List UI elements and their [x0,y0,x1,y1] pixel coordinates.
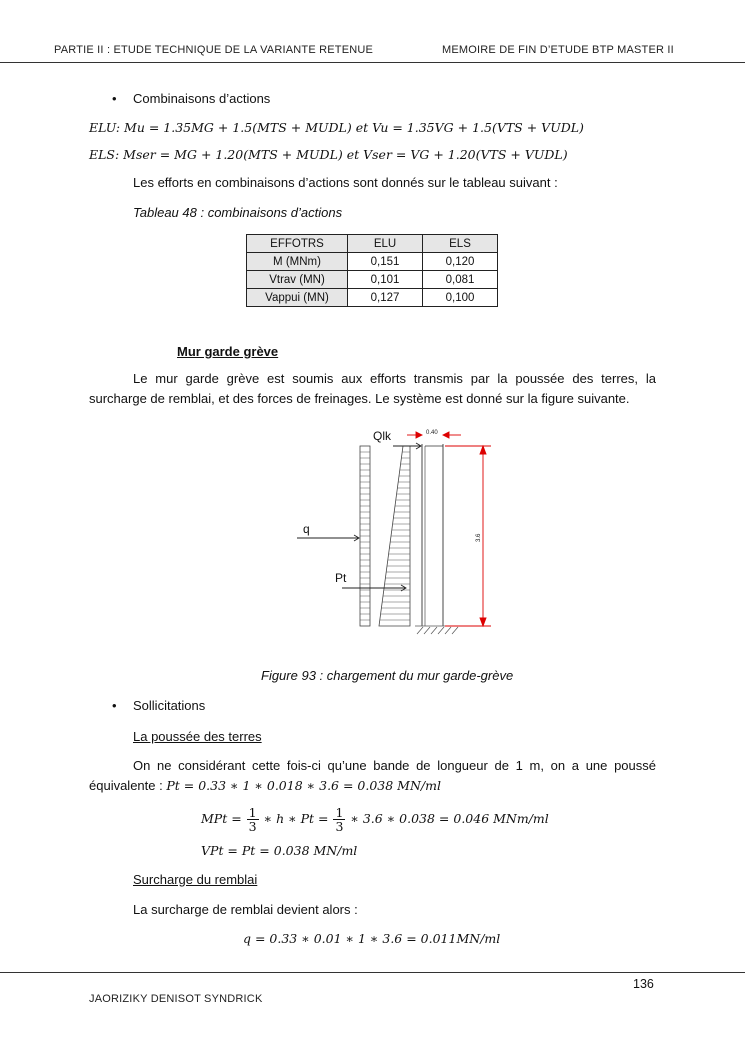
footer-divider [0,972,745,973]
sollicitations-title: Sollicitations [133,698,206,713]
surcharge-load-diagram [360,446,370,626]
ground-support [415,626,460,634]
table-header-cell: ELU [348,235,423,253]
table-header-cell: EFFOTRS [247,235,348,253]
pt-formula: Pt = 0.33 ∗ 1 ∗ 0.018 ∗ 3.6 = 0.038 MN/ml [166,778,441,793]
header-right: MEMOIRE DE FIN D’ETUDE BTP MASTER II [442,44,674,56]
fraction [333,806,345,833]
bullet-icon: • [112,698,117,713]
table-row [247,289,498,307]
table-header-cell: ELS [423,235,498,253]
figure-caption: Figure 93 : chargement du mur garde-grève [261,668,514,683]
height-dimension [445,446,491,626]
header-left: PARTIE II : ETUDE TECHNIQUE DE LA VARIANTE RETENUE [54,44,374,56]
table-cell: 0,120 [423,253,498,271]
surcharge-paragraph: La surcharge de remblai devient alors : [133,902,358,917]
table-cell: Vtrav (MN) [247,271,348,289]
els-formula: ELS: Mser = MG + 1.20(MTS + MUDL) et Vser = VG + 1.20(VTS + VUDL) [89,147,568,162]
wall-outline [422,444,443,626]
label-pt: Pt [335,571,347,585]
header-divider [0,62,745,63]
table-cell: M (MNm) [247,253,348,271]
fraction-numerator: 1 [335,805,344,820]
mur-garde-greve-title: Mur garde grève [177,344,279,359]
poussee-terres-title: La poussée des terres [133,729,262,744]
table-row [247,271,498,289]
dim-height-label: 3.6 [476,533,482,542]
page-number: 136 [633,977,654,991]
mpt-mid: ∗ h ∗ Pt = [263,811,329,826]
earth-pressure-diagram [379,446,410,626]
fraction-numerator: 1 [248,805,257,820]
table-cell: 0,081 [423,271,498,289]
poussee-paragraph [89,756,656,796]
dim-top-label: 0.40 [426,430,438,436]
table-cell: Vappui (MN) [247,289,348,307]
bullet-icon: • [112,91,117,106]
qlk-arrow [393,443,421,449]
combinaisons-title: Combinaisons d’actions [133,91,271,106]
table-cell: 0,101 [348,271,423,289]
fraction-denominator: 3 [335,819,344,834]
mpt-left: MPt = [201,811,242,826]
mpt-right: ∗ 3.6 ∗ 0.038 = 0.046 MNm/ml [350,811,549,826]
table-caption: Tableau 48 : combinaisons d’actions [133,205,343,220]
efforts-table [246,234,498,307]
label-q: q [303,522,310,536]
elu-formula: ELU: Mu = 1.35MG + 1.5(MTS + MUDL) et Vu = 1.35VG + 1.5(VTS + VUDL) [89,120,584,135]
fraction [247,806,259,833]
mur-garde-greve-figure [285,424,505,636]
vpt-formula: VPt = Pt = 0.038 MN/ml [201,843,358,858]
table-header-row [247,235,498,253]
table-row [247,253,498,271]
surcharge-remblai-title: Surcharge du remblai [133,872,258,887]
mur-paragraph-text: Le mur garde grève est soumis aux efforts transmis par la poussée des terres, la surcharge de remblai, et des forces de freinages. Le système est donné sur la figure suivante. [89,371,656,406]
poussee-paragraph-text: On ne considérant cette fois-ci qu’une bande de longueur de 1 m, on a une poussé équivalente : [89,758,656,793]
table-intro: Les efforts en combinaisons d’actions sont donnés sur le tableau suivant : [133,175,558,190]
mur-paragraph [89,369,656,409]
mpt-formula [201,804,549,834]
fraction-denominator: 3 [248,819,257,834]
q-formula: q = 0.33 ∗ 0.01 ∗ 1 ∗ 3.6 = 0.011MN/ml [243,931,501,946]
table-cell: 0,127 [348,289,423,307]
label-qlk: Qlk [373,429,391,443]
footer-author: JAORIZIKY DENISOT SYNDRICK [89,993,263,1005]
table-cell: 0,100 [423,289,498,307]
table-cell: 0,151 [348,253,423,271]
